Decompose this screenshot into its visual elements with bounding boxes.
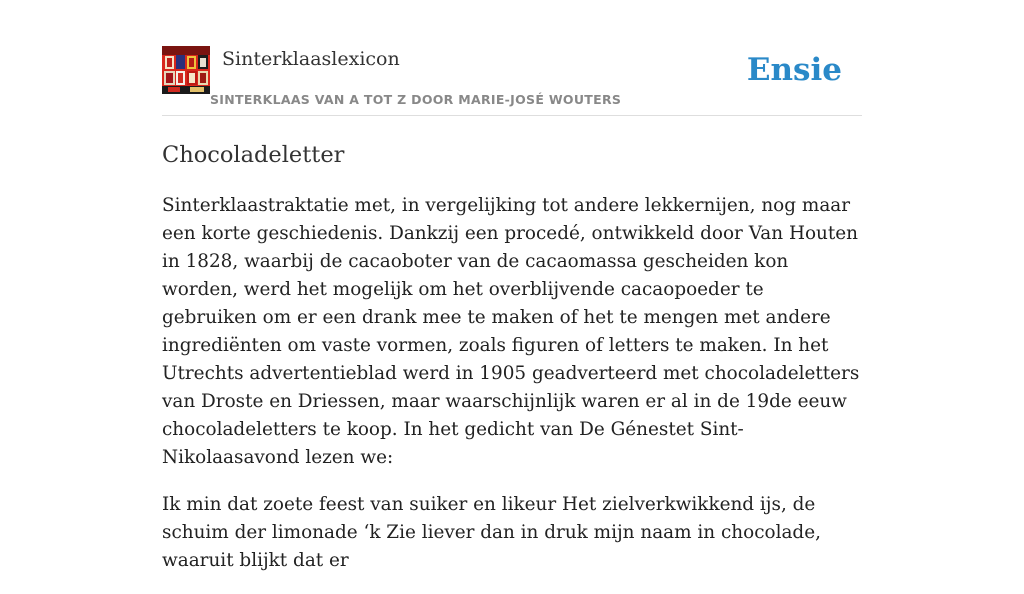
article-paragraph: Sinterklaastraktatie met, in vergelijking tot andere lekkernijen, nog maar een korte geschiedenis. Dankzij een procedé, ontwikkeld door Van Houten in 1828, waarbij de cacaoboter van de cacaomassa gescheiden kon worden, werd het mogelijk om het overblijvende cacaopoeder te gebruiken om er een drank mee te maken of het te mengen met andere ingrediënten om vaste vormen, zoals figuren of letters te maken. In het Utrechts advertentieblad werd in 1905 geadverteerd met chocoladeletters van Droste en Driessen, maar waarschijnlijk waren er al in de 19de eeuw chocoladeletters te koop. In het gedicht van De Génestet Sint-Nikolaasavond lezen we: — [162, 195, 860, 468]
brand-logo[interactable]: Ensie — [746, 52, 842, 88]
article-body — [162, 192, 862, 594]
avatar[interactable] — [162, 46, 210, 94]
site-subtitle: SINTERKLAAS VAN A TOT Z DOOR MARIE-JOSÉ WOUTERS — [210, 92, 622, 107]
article-title: Chocoladeletter — [162, 142, 345, 168]
article-paragraph: Ik min dat zoete feest van suiker en likeur Het zielverkwikkend ijs, de schuim der limonade ‘k Zie liever dan in druk mijn naam in chocolade, waaruit blijkt dat er — [162, 494, 821, 571]
site-title[interactable]: Sinterklaaslexicon — [222, 48, 400, 70]
book-cover-collage-icon — [162, 46, 210, 94]
site-header — [162, 46, 862, 116]
